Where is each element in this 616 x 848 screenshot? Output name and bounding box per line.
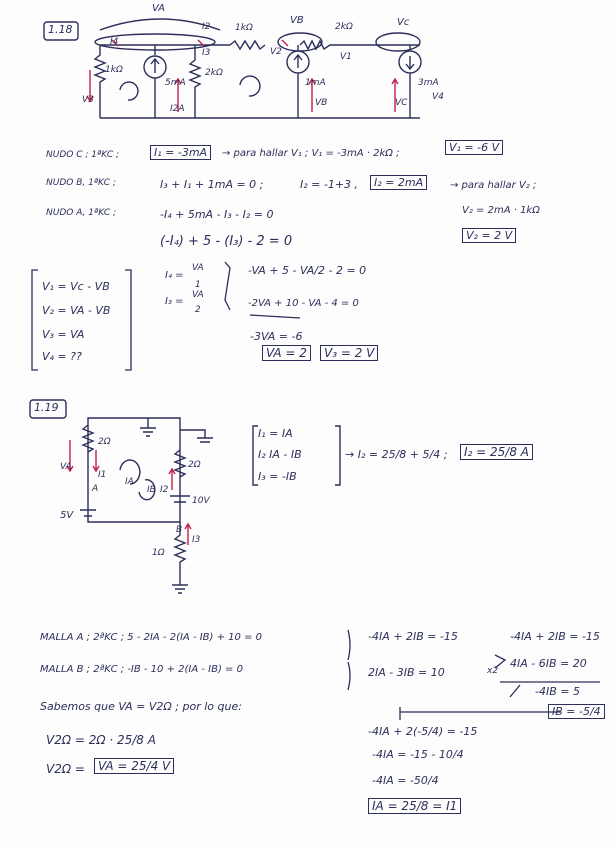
label-5ma: 5mA bbox=[165, 78, 186, 88]
line1-label: NUDO C ; 1ªKC ; bbox=[46, 150, 120, 160]
i3-eq: I₃ = bbox=[165, 296, 184, 307]
derive-2: -4IA = -15 - 10/4 bbox=[372, 748, 464, 761]
label-10v: 10V bbox=[192, 496, 210, 506]
i4-num: VA bbox=[192, 263, 204, 273]
v2ohm-eq: V2Ω = 2Ω · 25/8 A bbox=[46, 733, 156, 747]
line1-result-v1: V₁ = -6 V bbox=[445, 140, 503, 155]
line3-eq: -I₄ + 5mA - I₃ - I₂ = 0 bbox=[160, 208, 274, 221]
line2-label: NUDO B, 1ªKC ; bbox=[46, 178, 116, 188]
label-i4: I4 bbox=[110, 37, 119, 47]
label-loop-a: IA bbox=[125, 477, 134, 487]
label-va: VA bbox=[60, 462, 72, 472]
label-r1k-left: 1kΩ bbox=[105, 65, 123, 75]
eq-2: -2VA + 10 - VA - 4 = 0 bbox=[248, 298, 359, 309]
label-node-b: B bbox=[176, 525, 183, 535]
label-v3: V3 bbox=[82, 95, 94, 105]
label-3ma: 3mA bbox=[418, 78, 439, 88]
combine-2: 4IA - 6IB = 20 bbox=[510, 657, 587, 670]
label-1ma: 1mA bbox=[305, 78, 326, 88]
label-vc-bottom: VC bbox=[395, 98, 408, 108]
eq-1: -VA + 5 - VA/2 - 2 = 0 bbox=[248, 264, 367, 277]
derive-result-ia: IA = 25/8 = I1 bbox=[368, 798, 461, 814]
line3-result-v2: V₂ = 2 V bbox=[462, 228, 516, 243]
label-i2: I2 bbox=[160, 485, 169, 495]
matrix-arrow: → I₂ = 25/8 + 5/4 ; bbox=[345, 448, 448, 461]
system-row3: V₃ = VA bbox=[42, 328, 85, 341]
eq-3: -3VA = -6 bbox=[250, 330, 303, 343]
label-i3: I3 bbox=[192, 535, 201, 545]
eq-5-result-v3: V₃ = 2 V bbox=[320, 345, 378, 361]
result-va: VA = 25/4 V bbox=[94, 758, 174, 774]
label-r2k-mid: 2kΩ bbox=[205, 68, 223, 78]
combine-3: -4IB = 5 bbox=[535, 685, 580, 698]
matrix-row2: I₂ IA - IB bbox=[258, 448, 302, 461]
label-v1: V1 bbox=[340, 52, 352, 62]
malla-b-reduced: 2IA - 3IB = 10 bbox=[368, 666, 445, 679]
resistor-1k-left bbox=[95, 45, 105, 118]
resistor-1k-top bbox=[230, 41, 265, 49]
system-row4: V₄ = ?? bbox=[42, 350, 82, 363]
resistor-2k-mid bbox=[190, 45, 200, 118]
i4-den: 1 bbox=[195, 280, 201, 290]
label-vb-bottom: VB bbox=[315, 98, 328, 108]
system-row2: V₂ = VA - VB bbox=[42, 304, 111, 317]
i3-num: VA bbox=[192, 290, 204, 300]
line2-eq: I₃ + I₁ + 1mA = 0 ; bbox=[160, 178, 264, 191]
i4-eq: I₄ = bbox=[165, 270, 184, 281]
label-r2k-top: 2kΩ bbox=[335, 22, 353, 32]
line3-label: NUDO A, 1ªKC ; bbox=[46, 208, 117, 218]
label-vb: VB bbox=[290, 15, 304, 26]
problem-number-118: 1.18 bbox=[48, 23, 73, 36]
sabemos-line: Sabemos que VA = V2Ω ; por lo que: bbox=[40, 700, 242, 713]
line1-result-i1: I₁ = -3mA bbox=[150, 145, 211, 160]
matrix-row1: I₁ = IA bbox=[258, 427, 293, 440]
malla-a-eq: MALLA A ; 2ªKC ; 5 - 2IA - 2(IA - IB) + 10 = 0 bbox=[40, 632, 263, 643]
line3-v2eq: V₂ = 2mA · 1kΩ bbox=[462, 205, 540, 216]
line4-eq: (-I₄) + 5 - (I₃) - 2 = 0 bbox=[160, 234, 293, 249]
label-va-top: VA bbox=[152, 3, 166, 14]
problem-number-119: 1.19 bbox=[34, 401, 59, 414]
line2-text: → para hallar V₂ ; bbox=[450, 180, 537, 191]
label-node-a: A bbox=[92, 484, 99, 494]
label-2ohm-right: 2Ω bbox=[188, 460, 201, 470]
line1-text: → para hallar V₁ ; V₁ = -3mA · 2kΩ ; bbox=[222, 148, 400, 159]
label-i3: I3 bbox=[202, 48, 211, 58]
label-5v: 5V bbox=[60, 510, 74, 521]
label-v4: V4 bbox=[432, 92, 444, 102]
eq-4-result-va: VA = 2 bbox=[262, 345, 311, 361]
resistor-2k-top bbox=[300, 41, 330, 49]
v2ohm-eq2: V2Ω = bbox=[46, 762, 85, 776]
malla-a-reduced: -4IA + 2IB = -15 bbox=[368, 630, 458, 643]
label-r1k-top: 1kΩ bbox=[235, 23, 253, 33]
label-i2: I2 bbox=[202, 22, 211, 32]
label-2ohm-left: 2Ω bbox=[98, 437, 111, 447]
label-loop-b: IB bbox=[147, 485, 156, 495]
line2-eq2: I₂ = -1+3 , bbox=[300, 178, 359, 191]
label-v2: V2 bbox=[270, 47, 282, 57]
system-row1: V₁ = Vc - VB bbox=[42, 280, 110, 293]
label-1ohm: 1Ω bbox=[152, 548, 165, 558]
label-i1: I1 bbox=[98, 470, 107, 480]
combine-1: -4IA + 2IB = -15 bbox=[510, 630, 600, 643]
combine-result-ib: IB = -5/4 bbox=[548, 704, 605, 719]
derive-3: -4IA = -50/4 bbox=[372, 774, 439, 787]
label-vc: Vc bbox=[397, 17, 410, 28]
matrix-row3: I₃ = -IB bbox=[258, 470, 297, 483]
label-i2a: I2A bbox=[170, 104, 185, 114]
malla-b-eq: MALLA B ; 2ªKC ; -IB - 10 + 2(IA - IB) = 0 bbox=[40, 664, 243, 675]
i3-den: 2 bbox=[195, 305, 201, 315]
matrix-result-i2: I₂ = 25/8 A bbox=[460, 444, 533, 460]
derive-1: -4IA + 2(-5/4) = -15 bbox=[368, 725, 478, 738]
line2-result-i2: I₂ = 2mA bbox=[370, 175, 427, 190]
times-two: x2 bbox=[487, 666, 499, 676]
